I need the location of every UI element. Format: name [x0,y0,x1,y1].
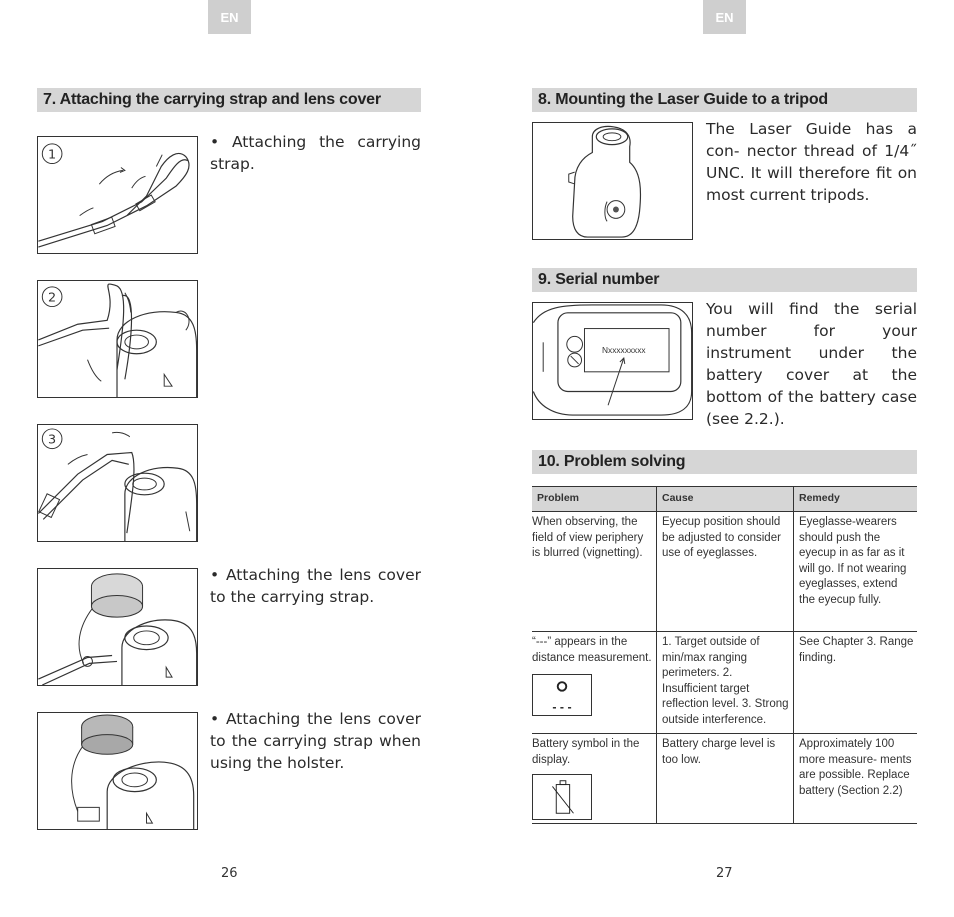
table-row [532,632,917,734]
section-8-heading: 8. Mounting the Laser Guide to a tripod [532,88,917,112]
section-9-heading: 9. Serial number [532,268,917,292]
cell-remedy: See Chapter 3. Range finding. [794,632,918,734]
figure-lens-cover [37,568,198,686]
figure-number-3: 3 [48,432,57,448]
cell-remedy: Eyeglasse-wearers should push the eyecup in as far as it will go. If not wearing eyeglasses, extend the eyecup fully. [794,512,918,632]
language-tag-right: EN [703,0,746,34]
column-header-remedy: Remedy [794,487,918,512]
column-header-problem: Problem [532,487,657,512]
lens-cover-holster-illustration [38,713,197,829]
cell-problem-text: Battery symbol in the display. [532,738,640,766]
battery-empty-icon [533,775,591,819]
language-tag: EN [208,0,251,34]
cell-remedy: Approximately 100 more measure- ments are possible. Replace battery (Section 2.2) [794,734,918,824]
section-9-text: You will find the serial number for your instrument under the battery cover at the bottom of the battery case (see 2.2.). [706,300,917,428]
serial-number-label: Nxxxxxxxxx [602,345,646,356]
cell-problem: When observing, the field of view periphery is blurred (vignetting). [532,512,657,632]
strap-illustration-1 [38,137,197,253]
figure-strap-2 [37,280,198,398]
column-header-cause: Cause [657,487,794,512]
cell-cause: 1. Target outside of min/max ranging perimeters. 2. Insufficient target reflection level. 3. Strong outside interference. [657,632,794,734]
figure-tripod [532,122,693,240]
section-8-text: The Laser Guide has a con- nector thread of 1/4˝ UNC. It will therefore fit on most current tripods. [706,120,917,204]
page-number-right: 27 [716,866,733,881]
bullet-lens-cover: • Attaching the lens cover to the carrying strap. [210,566,421,606]
lens-cover-illustration [38,569,197,685]
cell-cause: Eyecup position should be adjusted to consider use of eyeglasses. [657,512,794,632]
display-readout-box [532,674,592,716]
strap-illustration-2 [38,281,197,397]
figure-lens-cover-holster [37,712,198,830]
battery-symbol-box [532,774,592,820]
table-header-row [532,487,917,512]
figure-number-2: 2 [48,290,57,306]
bullet-lens-cover-holster: • Attaching the lens cover to the carrying strap when using the holster. [210,710,421,772]
table-row [532,512,917,632]
bullet-strap: • Attaching the carrying strap. [210,133,421,173]
figure-strap-1 [37,136,198,254]
cell-problem [532,734,657,824]
problem-solving-table [532,486,917,824]
figure-serial [532,302,693,420]
display-readout-dashes: - - - [552,700,572,715]
cell-cause: Battery charge level is too low. [657,734,794,824]
cell-problem [532,632,657,734]
page-number-left: 26 [221,866,238,881]
cell-problem-text: “---” appears in the distance measurement. [532,636,652,664]
battery-compartment-illustration [533,303,692,419]
section-10-heading: 10. Problem solving [532,450,917,474]
display-readout-icon [533,675,591,715]
table-row [532,734,917,824]
figure-number-1: 1 [48,147,57,163]
figure-strap-3 [37,424,198,542]
tripod-mount-illustration [533,123,692,239]
strap-illustration-3 [38,425,197,541]
section-7-heading: 7. Attaching the carrying strap and lens cover [37,88,421,112]
